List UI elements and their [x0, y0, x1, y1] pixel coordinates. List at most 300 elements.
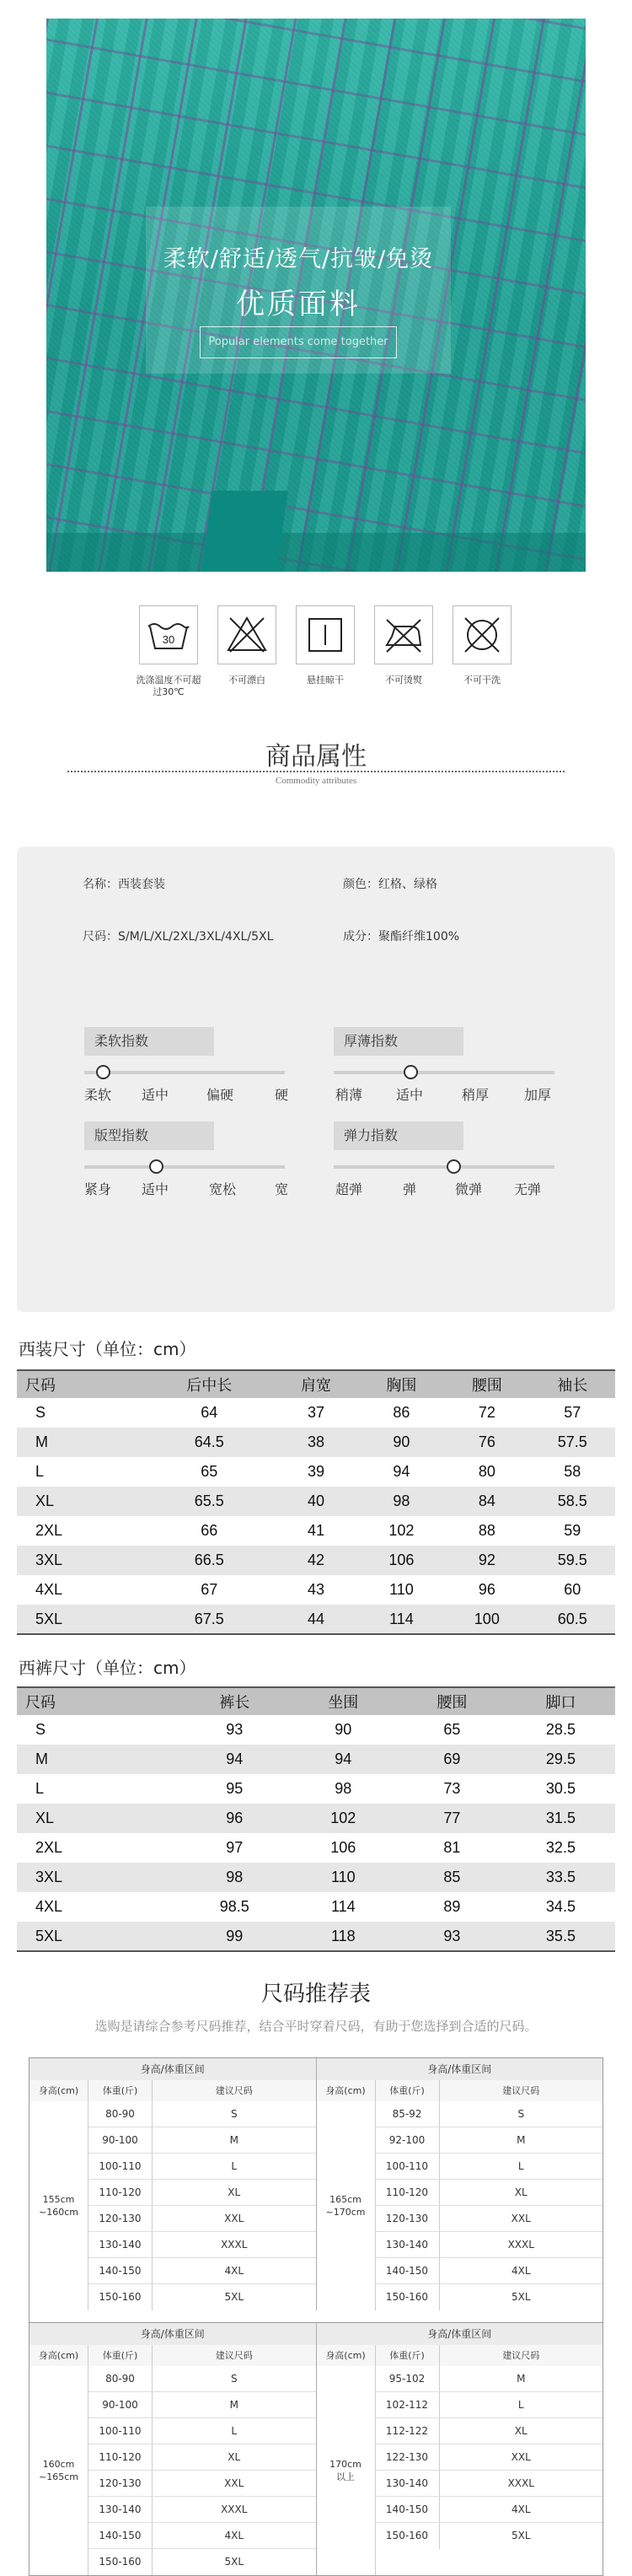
suggested-size: XL: [514, 2425, 528, 2437]
table-row: [376, 2154, 603, 2180]
column-header: 腰围: [398, 1687, 506, 1715]
care-label: 不可干洗: [463, 675, 501, 686]
table-cell: 98: [359, 1487, 444, 1516]
column-header: 身高(cm): [317, 2345, 376, 2366]
table-cell: 34.5: [545, 1898, 576, 1915]
table-row: [88, 2154, 316, 2180]
scale-label: 宽: [275, 1181, 289, 1197]
table-cell: 41: [308, 1522, 325, 1539]
attr-color: 颜色：红格、绿格: [343, 878, 437, 891]
table-row: [17, 1457, 615, 1487]
banner-headline: 优质面料: [236, 288, 361, 321]
column-header-side: [317, 2345, 603, 2366]
scale-label: 硬: [275, 1087, 289, 1103]
table-header-row: [17, 1370, 615, 1398]
table-cell: 100: [444, 1605, 529, 1634]
table-cell: 66: [201, 1522, 218, 1539]
table-cell: 106: [359, 1546, 444, 1575]
recommendation-column-header: [29, 2080, 603, 2101]
scale-marker-softness: [96, 1065, 110, 1079]
table-row: [17, 1487, 615, 1516]
table-cell: 81: [443, 1839, 461, 1856]
recommendation-rows: [88, 2101, 316, 2310]
table-row: [17, 1892, 615, 1922]
suggested-size: 5XL: [224, 2291, 244, 2303]
table-row: [88, 2366, 316, 2392]
table-cell: 3XL: [17, 1863, 180, 1892]
table-cell: 95: [226, 1780, 244, 1797]
table-cell: 72: [478, 1404, 495, 1421]
table-cell: 67: [201, 1581, 218, 1598]
table-cell: 31.5: [506, 1804, 615, 1833]
weight-range: 90-100: [88, 2127, 153, 2153]
group-header-cell: 身高/体重区间: [29, 2323, 317, 2345]
table-cell: 106: [330, 1839, 356, 1856]
table-cell: 58: [564, 1463, 581, 1480]
suit-size-table: [17, 1369, 615, 1635]
scale-marker-elasticity: [447, 1159, 461, 1174]
fabric-hem: [46, 533, 586, 572]
height-range: 155cm ~160cm: [29, 2101, 88, 2310]
table-row: [88, 2206, 316, 2232]
weight-range: 130-140: [376, 2232, 440, 2257]
table-cell: M: [17, 1745, 180, 1774]
suggested-size: L: [517, 2399, 524, 2411]
suggested-size: 4XL: [224, 2530, 244, 2541]
suggested-size: XL: [228, 2451, 241, 2463]
table-row: [17, 1575, 615, 1605]
table-cell: 96: [478, 1581, 495, 1598]
column-header: 体重(斤): [88, 2345, 153, 2366]
table-cell: 43: [308, 1581, 325, 1598]
suggested-size: XL: [514, 2186, 528, 2198]
attributes-panel: [17, 847, 615, 1312]
care-label: 不可漂白: [228, 675, 265, 686]
table-cell: 94: [393, 1463, 410, 1480]
table-row: [376, 2127, 603, 2154]
table-cell: 57.5: [530, 1428, 615, 1457]
table-cell: 88: [478, 1522, 495, 1539]
table-cell: 29.5: [506, 1745, 615, 1774]
table-row: [376, 2444, 603, 2471]
table-row: [17, 1398, 615, 1428]
attr-sizes: 尺码：S/M/L/XL/2XL/3XL/4XL/5XL: [83, 930, 274, 944]
care-item-wash: [126, 605, 211, 698]
fabric-banner: [46, 19, 586, 572]
suggested-size: XXXL: [221, 2503, 248, 2515]
table-cell: 102: [388, 1522, 415, 1539]
table-cell: 67.5: [145, 1605, 273, 1634]
table-row: [376, 2366, 603, 2392]
table-cell: 39: [308, 1463, 325, 1480]
recommendation-group-header: [29, 2323, 603, 2345]
table-cell: 65: [201, 1463, 218, 1480]
table-cell: 114: [359, 1605, 444, 1634]
table-row: [17, 1516, 615, 1546]
weight-range: 150-160: [88, 2284, 153, 2310]
suggested-size: S: [517, 2108, 525, 2120]
weight-range: 112-122: [376, 2418, 440, 2444]
table-cell: 114: [330, 1898, 356, 1915]
table-row: [88, 2471, 316, 2497]
suggested-size: XXXL: [507, 2477, 534, 2489]
scale-label: 稍薄: [335, 1087, 363, 1103]
table-cell: 2XL: [35, 1522, 63, 1539]
table-cell: 4XL: [35, 1898, 63, 1915]
scale-track-softness: [84, 1071, 285, 1074]
weight-range: 85-92: [376, 2101, 440, 2127]
table-cell: 98.5: [219, 1898, 249, 1915]
table-row: [376, 2258, 603, 2284]
scale-label: 加厚: [524, 1087, 552, 1103]
column-header: 裤长: [180, 1687, 289, 1715]
table-cell: 77: [398, 1804, 506, 1833]
scale-label: 超弹: [335, 1181, 363, 1197]
column-header: 建议尺码: [502, 2350, 540, 2361]
suggested-size: S: [230, 2108, 238, 2120]
table-row: [17, 1774, 615, 1804]
table-cell: 44: [273, 1605, 358, 1634]
recommendation-subtitle: 选购是请综合参考尺码推荐，结合平时穿着尺码，有助于您选择到合适的尺码。: [94, 2019, 538, 2034]
table-cell: 97: [226, 1839, 244, 1856]
table-cell: 76: [444, 1428, 529, 1457]
table-row: [17, 1922, 615, 1951]
table-cell: 94: [180, 1745, 289, 1774]
column-header: 身高(cm): [29, 2080, 88, 2101]
recommendation-column: [317, 2366, 603, 2575]
group-header-cell: 身高/体重区间: [427, 2063, 492, 2075]
hang-dry-icon: [296, 605, 355, 664]
scale-track-fit: [84, 1165, 285, 1169]
table-row: [88, 2392, 316, 2418]
recommendation-group-header: [29, 2058, 603, 2080]
no-iron-icon: [374, 605, 433, 664]
column-header: 坐围: [289, 1687, 398, 1715]
column-header: 体重(斤): [376, 2080, 440, 2101]
table-cell: 64.5: [145, 1428, 273, 1457]
weight-range: 122-130: [376, 2444, 440, 2470]
group-header-cell: 身高/体重区间: [29, 2058, 317, 2080]
table-row: [88, 2232, 316, 2258]
scale-track-elasticity: [334, 1165, 554, 1169]
table-cell: 30.5: [545, 1780, 576, 1797]
column-header: 腰围: [444, 1370, 529, 1398]
suggested-size: M: [517, 2134, 526, 2146]
column-header-side: [29, 2345, 317, 2366]
column-header: 尺码: [17, 1687, 180, 1715]
table-cell: 4XL: [35, 1581, 63, 1598]
table-cell: 93: [226, 1721, 244, 1738]
scale-title-softness: 柔软指数: [84, 1027, 214, 1056]
scale-title-elasticity: 弹力指数: [334, 1121, 463, 1150]
column-header: 胸围: [359, 1370, 444, 1398]
recommendation-body: [29, 2101, 603, 2310]
table-cell: 99: [180, 1922, 289, 1951]
no-dry-clean-icon: [453, 605, 511, 664]
recommendation-rows: [88, 2366, 316, 2575]
table-cell: 38: [273, 1428, 358, 1457]
table-row: [376, 2418, 603, 2444]
weight-range: 100-110: [88, 2154, 153, 2179]
banner-features: 柔软/舒适/透气/抗皱/免烫: [163, 246, 434, 272]
table-cell: 3XL: [17, 1546, 145, 1575]
table-cell: 35.5: [506, 1922, 615, 1951]
recommendation-block: [29, 2058, 603, 2310]
scale-label: 适中: [142, 1087, 169, 1103]
suggested-size: XXL: [224, 2213, 244, 2224]
column-header: 身高(cm): [29, 2345, 88, 2366]
weight-range: 150-160: [88, 2549, 153, 2575]
scale-track-thickness: [334, 1071, 554, 1074]
suggested-size: 4XL: [511, 2503, 531, 2515]
weight-range: 140-150: [88, 2258, 153, 2283]
suggested-size: M: [229, 2134, 238, 2146]
suggested-size: M: [517, 2373, 526, 2385]
table-row: [17, 1804, 615, 1833]
table-row: [376, 2206, 603, 2232]
weight-range: 92-100: [376, 2127, 440, 2153]
wash-30-icon: [139, 605, 198, 664]
suggested-size: XXL: [511, 2213, 531, 2224]
attributes-subtitle: Commodity attributes: [275, 776, 357, 786]
table-header-row: [17, 1687, 615, 1715]
table-cell: 33.5: [506, 1863, 615, 1892]
suggested-size: M: [229, 2399, 238, 2411]
table-row: [88, 2180, 316, 2206]
scale-title-thickness: 厚薄指数: [334, 1027, 463, 1056]
table-row: [88, 2258, 316, 2284]
scale-label: 适中: [142, 1181, 169, 1197]
scale-marker-thickness: [404, 1065, 418, 1079]
table-cell: XL: [17, 1487, 145, 1516]
suggested-size: L: [231, 2425, 238, 2437]
weight-range: 120-130: [88, 2471, 153, 2496]
table-cell: L: [35, 1463, 45, 1480]
svg-text:30: 30: [162, 633, 175, 646]
table-cell: 118: [289, 1922, 398, 1951]
table-cell: 89: [443, 1898, 461, 1915]
scale-title-fit: 版型指数: [84, 1121, 214, 1150]
table-row: [88, 2418, 316, 2444]
weight-range: 130-140: [88, 2232, 153, 2257]
suggested-size: 5XL: [511, 2530, 531, 2541]
table-cell: 73: [443, 1780, 461, 1797]
weight-range: 150-160: [376, 2523, 440, 2549]
recommendation-rows: [376, 2366, 603, 2575]
recommendation-column: [317, 2101, 603, 2310]
recommendation-title: 尺码推荐表: [260, 1982, 371, 2007]
suggested-size: XL: [228, 2186, 241, 2198]
scale-label: 柔软: [84, 1087, 112, 1103]
table-row: [376, 2101, 603, 2127]
column-header: 肩宽: [273, 1370, 358, 1398]
scale-label: 微弹: [455, 1181, 483, 1197]
suggested-size: XXXL: [221, 2239, 248, 2251]
weight-range: 120-130: [376, 2206, 440, 2231]
column-header: 体重(斤): [88, 2080, 153, 2101]
scale-marker-fit: [149, 1159, 163, 1174]
table-cell: 90: [335, 1721, 352, 1738]
table-cell: 65.5: [145, 1487, 273, 1516]
weight-range: 95-102: [376, 2366, 440, 2391]
table-row: [88, 2101, 316, 2127]
care-item-iron: [362, 605, 446, 686]
group-header-cell: 身高/体重区间: [427, 2328, 492, 2340]
table-row: [88, 2497, 316, 2523]
table-row: [88, 2284, 316, 2310]
attributes-title: 商品属性: [265, 742, 367, 772]
column-header: 袖长: [530, 1370, 615, 1398]
scale-label: 无弹: [514, 1181, 542, 1197]
table-row: [17, 1428, 615, 1457]
table-cell: 94: [289, 1745, 398, 1774]
column-header-side: [29, 2080, 317, 2101]
height-range: 170cm 以上: [317, 2366, 376, 2575]
pants-table-title: 西裤尺寸（单位：cm）: [19, 1658, 196, 1678]
table-row: [376, 2180, 603, 2206]
weight-range: 150-160: [376, 2284, 440, 2310]
suggested-size: 5XL: [224, 2556, 244, 2568]
recommendation-body: [29, 2366, 603, 2575]
weight-range: 100-110: [376, 2154, 440, 2179]
table-cell: 86: [393, 1404, 410, 1421]
table-cell: 98: [335, 1780, 352, 1797]
recommendation-block: [29, 2322, 603, 2575]
weight-range: 140-150: [376, 2497, 440, 2522]
pants-size-table: [17, 1686, 615, 1952]
column-header: 建议尺码: [215, 2350, 253, 2361]
weight-range: 130-140: [376, 2471, 440, 2496]
table-cell: 65: [443, 1721, 461, 1738]
table-cell: XL: [17, 1804, 180, 1833]
table-row: [376, 2392, 603, 2418]
table-cell: L: [35, 1780, 45, 1797]
recommendation-column: [29, 2366, 317, 2575]
table-row: [88, 2549, 316, 2575]
scale-label: 宽松: [209, 1181, 237, 1197]
scale-label: 稍厚: [462, 1087, 490, 1103]
table-cell: 37: [308, 1404, 325, 1421]
table-cell: 96: [180, 1804, 289, 1833]
table-cell: 102: [289, 1804, 398, 1833]
weight-range: 80-90: [88, 2366, 153, 2391]
table-cell: 60: [564, 1581, 581, 1598]
scale-label: 适中: [396, 1087, 424, 1103]
table-cell: 32.5: [545, 1839, 576, 1856]
column-header: 脚口: [506, 1687, 615, 1715]
table-cell: 2XL: [35, 1839, 63, 1856]
column-header: 身高(cm): [317, 2080, 376, 2101]
attr-material: 成分：聚酯纤维100%: [343, 930, 460, 944]
banner-caption-card: [146, 207, 451, 374]
recommendation-column-header: [29, 2345, 603, 2366]
table-row: [376, 2284, 603, 2310]
attributes-divider: [67, 771, 565, 772]
column-header: 体重(斤): [376, 2345, 440, 2366]
suggested-size: 4XL: [224, 2265, 244, 2277]
table-cell: 57: [564, 1404, 581, 1421]
table-cell: S: [35, 1404, 46, 1421]
care-label: 洗涤温度不可超过30℃: [136, 675, 201, 697]
scale-label: 弹: [403, 1181, 417, 1197]
recommendation-table: [29, 2057, 603, 2576]
table-row: [17, 1605, 615, 1634]
care-item-bleach: [205, 605, 289, 686]
suggested-size: 5XL: [511, 2291, 531, 2303]
weight-range: 110-120: [376, 2180, 440, 2205]
weight-range: 110-120: [88, 2444, 153, 2470]
column-header-side: [317, 2080, 603, 2101]
table-cell: 42: [273, 1546, 358, 1575]
table-cell: 66.5: [145, 1546, 273, 1575]
table-row: [376, 2497, 603, 2523]
table-cell: 28.5: [545, 1721, 576, 1738]
table-cell: 59.5: [530, 1546, 615, 1575]
table-cell: 69: [398, 1745, 506, 1774]
table-cell: 80: [478, 1463, 495, 1480]
table-row: [17, 1833, 615, 1863]
table-cell: M: [17, 1428, 145, 1457]
table-row: [88, 2444, 316, 2471]
height-range: 160cm ~165cm: [29, 2366, 88, 2575]
weight-range: 102-112: [376, 2392, 440, 2417]
table-cell: 90: [359, 1428, 444, 1457]
table-row: [376, 2232, 603, 2258]
weight-range: 140-150: [376, 2258, 440, 2283]
suggested-size: XXL: [224, 2477, 244, 2489]
care-item-dryclean: [440, 605, 524, 686]
table-row: [88, 2523, 316, 2549]
column-header: 建议尺码: [215, 2085, 253, 2096]
table-row: [376, 2471, 603, 2497]
care-item-dry: [283, 605, 367, 686]
care-label: 悬挂晾干: [307, 675, 344, 686]
column-header: 后中长: [145, 1370, 273, 1398]
table-cell: 92: [444, 1546, 529, 1575]
attr-name: 名称：西装套装: [83, 878, 165, 891]
weight-range: 130-140: [88, 2497, 153, 2522]
table-row: [17, 1715, 615, 1745]
weight-range: 110-120: [88, 2180, 153, 2205]
table-cell: 84: [444, 1487, 529, 1516]
table-cell: 110: [289, 1863, 398, 1892]
care-label: 不可烫熨: [385, 675, 422, 686]
table-cell: 59: [564, 1522, 581, 1539]
table-cell: 110: [389, 1581, 414, 1598]
table-cell: 98: [180, 1863, 289, 1892]
table-cell: S: [35, 1721, 46, 1738]
table-row: [376, 2523, 603, 2549]
table-row: [17, 1863, 615, 1892]
scale-label: 紧身: [84, 1181, 112, 1197]
suggested-size: 4XL: [511, 2265, 531, 2277]
suggested-size: L: [231, 2160, 238, 2172]
table-row: [88, 2127, 316, 2154]
weight-range: 140-150: [88, 2523, 153, 2548]
banner-tagline: Popular elements come together: [200, 326, 397, 358]
no-bleach-icon: [217, 605, 276, 664]
recommendation-rows: [376, 2101, 603, 2310]
recommendation-column: [29, 2101, 317, 2310]
table-cell: 85: [398, 1863, 506, 1892]
scale-label: 偏硬: [206, 1087, 234, 1103]
table-cell: 93: [398, 1922, 506, 1951]
weight-range: 80-90: [88, 2101, 153, 2127]
suggested-size: L: [517, 2160, 524, 2172]
weight-range: 120-130: [88, 2206, 153, 2231]
weight-range: 90-100: [88, 2392, 153, 2417]
suggested-size: XXXL: [507, 2239, 534, 2251]
